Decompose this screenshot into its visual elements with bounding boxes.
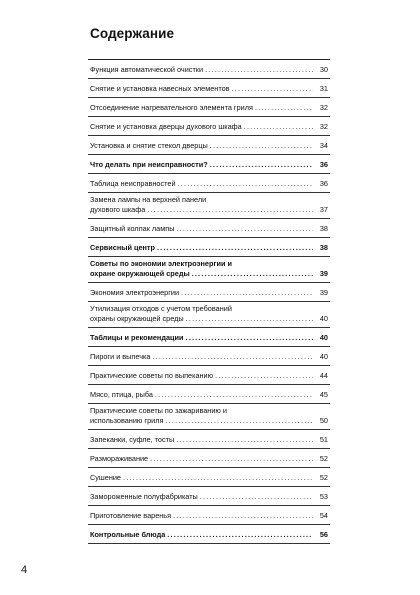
dot-leader: [176, 435, 313, 445]
toc-entry-title-line: Отсоединение нагревательного элемента гриля: [90, 103, 253, 112]
toc-entry-title-line: Размораживание: [90, 454, 149, 463]
toc-entry-title: [90, 371, 313, 381]
dot-leader: [181, 288, 313, 298]
toc-entry-title: [90, 530, 313, 540]
dot-leader: [186, 314, 313, 324]
dot-leader: [178, 179, 313, 189]
toc-entry-title: [90, 333, 313, 343]
toc-entry: [88, 302, 330, 328]
toc-entry-title-line: Контрольные блюда: [90, 530, 166, 539]
toc-entry-page: 44: [319, 371, 328, 380]
toc-entry-title-line: Таблицы и рекомендации: [90, 333, 184, 342]
dot-leader: [232, 84, 313, 94]
toc-entry: [88, 385, 330, 404]
dot-leader: [147, 205, 313, 215]
dot-leader: [244, 122, 313, 132]
toc-entry: [88, 525, 330, 544]
toc-entry: [88, 506, 330, 525]
toc-entry-title-line: Таблица неисправностей: [90, 179, 176, 188]
toc-entry-title-line: Мясо, птица, рыба: [90, 390, 153, 399]
toc-entry-title-line: Замороженные полуфабрикаты: [90, 492, 198, 501]
toc-entry-page: 39: [319, 288, 328, 297]
table-of-contents: [88, 59, 330, 544]
toc-entry-page: 52: [319, 454, 328, 463]
toc-entry: [88, 487, 330, 506]
toc-entry-page: 31: [319, 84, 328, 93]
toc-entry-title-line: Практические советы по выпеканию: [90, 371, 214, 380]
dot-leader: [185, 333, 313, 343]
toc-entry-page: 36: [319, 160, 328, 169]
dot-leader: [167, 530, 313, 540]
toc-entry-title: [90, 224, 313, 234]
toc-entry-title-line: Экономия электроэнергии: [90, 288, 180, 297]
toc-entry: [88, 98, 330, 117]
toc-entry-title: [90, 243, 313, 253]
toc-entry-page: 52: [319, 473, 328, 482]
toc-entry-page: 36: [319, 179, 328, 188]
toc-entry-page: 40: [319, 333, 328, 342]
toc-entry-page: 38: [319, 243, 328, 252]
toc-entry-title: [90, 195, 313, 215]
toc-entry: [88, 117, 330, 136]
dot-leader: [176, 224, 313, 234]
toc-entry-title-line: Запеканки, суфле, тосты: [90, 435, 175, 444]
toc-entry-title: [90, 103, 313, 113]
toc-entry-title-line: охраны окружающей среды: [90, 314, 184, 323]
toc-entry: [88, 347, 330, 366]
toc-entry: [88, 155, 330, 174]
toc-entry-title-line: Снятие и установка навесных элементов: [90, 84, 230, 93]
dot-leader: [173, 511, 313, 521]
toc-entry-page: 40: [319, 352, 328, 361]
toc-entry-title-line: Снятие и установка дверцы духового шкафа: [90, 122, 242, 131]
toc-entry: [88, 328, 330, 347]
toc-entry-title-line: Установка и снятие стекол дверцы: [90, 141, 208, 150]
toc-entry-page: 53: [319, 492, 328, 501]
toc-entry-page: 37: [319, 205, 328, 214]
dot-leader: [123, 473, 313, 483]
toc-entry-title-line: Защитный колпак лампы: [90, 224, 175, 233]
toc-entry-title-line: Практические советы по зажариванию и: [90, 406, 227, 415]
dot-leader: [255, 103, 313, 113]
toc-entry: [88, 79, 330, 98]
toc-entry-page: 34: [319, 141, 328, 150]
toc-entry-title: [90, 454, 313, 464]
dot-leader: [210, 160, 313, 170]
toc-entry: [88, 219, 330, 238]
toc-entry-page: 39: [319, 269, 328, 278]
dot-leader: [215, 371, 313, 381]
dot-leader: [205, 65, 313, 75]
dot-leader: [210, 141, 313, 151]
dot-leader: [165, 416, 313, 426]
toc-entry-title-line: Сушение: [90, 473, 121, 482]
toc-entry-title: [90, 352, 313, 362]
toc-entry-title: [90, 492, 313, 502]
toc-entry-page: 38: [319, 224, 328, 233]
toc-entry-title-line: Пироги и выпечка: [90, 352, 151, 361]
toc-entry-title-line: Приготовление варенья: [90, 511, 172, 520]
toc-entry-title-line: Сервисный центр: [90, 243, 155, 252]
toc-entry-page: 51: [319, 435, 328, 444]
toc-entry-page: 32: [319, 122, 328, 131]
toc-entry-title: [90, 390, 313, 400]
toc-entry: [88, 238, 330, 257]
toc-entry-title: [90, 473, 313, 483]
dot-leader: [200, 492, 313, 502]
toc-entry: [88, 60, 330, 79]
toc-entry-title: [90, 511, 313, 521]
toc-entry-title: [90, 304, 313, 324]
toc-entry: [88, 449, 330, 468]
toc-entry-title-line: Советы по экономии электроэнергии и: [90, 259, 232, 268]
toc-entry-title: [90, 65, 313, 75]
toc-entry-page: 54: [319, 511, 328, 520]
toc-entry-title: [90, 179, 313, 189]
toc-entry-page: 32: [319, 103, 328, 112]
toc-entry: [88, 174, 330, 193]
toc-entry-title-line: использованию гриля: [90, 416, 164, 425]
toc-entry-title-line: духового шкафа: [90, 205, 146, 214]
dot-leader: [152, 352, 313, 362]
toc-entry-page: 50: [319, 416, 328, 425]
toc-entry-page: 45: [319, 390, 328, 399]
toc-entry-title: [90, 141, 313, 151]
toc-entry-title: [90, 259, 313, 279]
toc-entry: [88, 193, 330, 219]
toc-entry-title-line: охране окружающей среды: [90, 269, 190, 278]
dot-leader: [150, 454, 313, 464]
toc-entry: [88, 257, 330, 283]
toc-entry-title: [90, 435, 313, 445]
page-title: Содержание: [90, 26, 175, 41]
dot-leader: [155, 390, 313, 400]
toc-entry-page: 56: [319, 530, 328, 539]
toc-entry-title-line: Утилизация отходов с учетом требований: [90, 304, 232, 313]
page-number: 4: [21, 564, 28, 576]
toc-entry-title-line: Что делать при неисправности?: [90, 160, 208, 169]
toc-entry: [88, 136, 330, 155]
toc-entry-title: [90, 406, 313, 426]
toc-entry-title: [90, 288, 313, 298]
toc-entry: [88, 366, 330, 385]
toc-entry-page: 30: [319, 65, 328, 74]
toc-entry: [88, 283, 330, 302]
toc-entry: [88, 404, 330, 430]
toc-entry: [88, 430, 330, 449]
toc-entry-title-line: Замена лампы на верхней панели: [90, 195, 207, 204]
dot-leader: [157, 243, 313, 253]
toc-entry-title: [90, 160, 313, 170]
toc-entry-title: [90, 84, 313, 94]
toc-entry: [88, 468, 330, 487]
toc-entry-title: [90, 122, 313, 132]
dot-leader: [192, 269, 313, 279]
toc-entry-title-line: Функция автоматической очистки: [90, 65, 204, 74]
toc-entry-page: 40: [319, 314, 328, 323]
